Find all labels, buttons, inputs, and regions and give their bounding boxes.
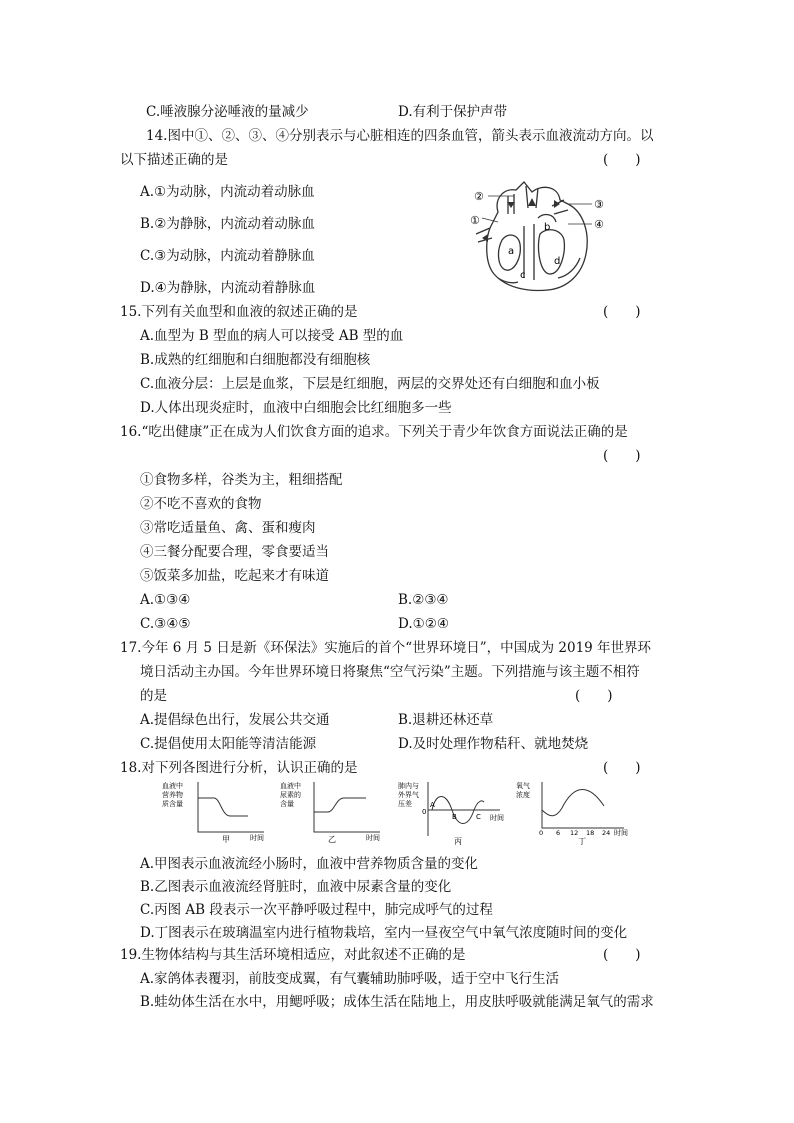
q17-answer-paren: ( )	[575, 688, 613, 704]
q18-option-b: B.乙图表示血液流经肾脏时，血液中尿素含量的变化	[140, 879, 452, 895]
q18-option-a: A.甲图表示血液流经小肠时，血液中营养物质含量的变化	[140, 856, 479, 872]
graph-yi-xlabel: 时间	[366, 834, 380, 842]
graph-yi-name: 乙	[328, 835, 336, 844]
graph-bing-point-a: A	[430, 801, 435, 809]
graph-bing-point-b: B	[452, 813, 457, 821]
q18-option-c: C.丙图 AB 段表示一次平静呼吸过程中，肺完成呼气的过程	[140, 902, 493, 918]
q17-option-b: B.退耕还林还草	[398, 712, 494, 728]
graph-jia-ylabel-1: 血液中	[162, 782, 183, 790]
graph-bing-xlabel: 时间	[490, 814, 504, 822]
q16-option-c: C.③④⑤	[140, 616, 191, 632]
graph-ding-ylabel-1: 氧气	[516, 782, 530, 790]
graph-bing-ylabel-2: 外界气	[398, 791, 419, 799]
heart-label-3: ③	[594, 198, 604, 211]
graph-jia-ylabel-3: 质含量	[162, 800, 183, 808]
graph-ding-tick-6: 6	[556, 829, 561, 837]
q17-stem-line1: 17.今年 6 月 5 日是新《环保法》实施后的首个“世界环境日”，中国成为 2019 年世界环	[120, 640, 652, 656]
q13-option-d: D.有利于保护声带	[398, 104, 508, 120]
q17-option-d: D.及时处理作物秸秆、就地焚烧	[398, 736, 589, 752]
q15-option-c: C.血液分层：上层是血浆，下层是红细胞，两层的交界处还有白细胞和血小板	[140, 376, 600, 392]
graph-jia-xlabel: 时间	[250, 834, 264, 842]
heart-label-c: c	[520, 270, 526, 281]
q18-answer-paren: ( )	[603, 760, 641, 776]
q19-option-b: B.蛙幼体生活在水中，用鳃呼吸；成体生活在陆地上，用皮肤呼吸就能满足氧气的需求	[140, 994, 654, 1010]
heart-label-a: a	[508, 246, 515, 257]
graph-ding-tick-18: 18	[586, 829, 595, 837]
q15-option-d: D.人体出现炎症时，血液中白细胞会比红细胞多一些	[140, 400, 452, 416]
graph-yi	[278, 778, 388, 844]
q14-stem-line2: 以下描述正确的是	[120, 152, 228, 168]
q16-answer-paren: ( )	[603, 448, 641, 464]
q16-stem: 16.“吃出健康”正在成为人们饮食方面的追求。下列关于青少年饮食方面说法正确的是	[120, 424, 628, 440]
graph-ding-xlabel: 时间	[614, 829, 628, 837]
graph-ding-tick-24: 24	[602, 829, 611, 837]
graph-jia-ylabel-2: 营养物	[162, 791, 183, 799]
graph-yi-ylabel-3: 含量	[280, 800, 294, 808]
graph-yi-ylabel-1: 血液中	[280, 782, 301, 790]
q16-option-d: D.①②④	[398, 616, 449, 632]
q15-option-a: A.血型为 B 型血的病人可以接受 AB 型的血	[140, 328, 404, 344]
graph-bing-ylabel-3: 压差	[398, 800, 412, 808]
q16-option-b: B.②③④	[398, 592, 449, 608]
graph-ding-tick-0: 0	[539, 829, 544, 837]
q14-answer-paren: ( )	[603, 152, 641, 168]
heart-label-d: d	[554, 256, 561, 267]
q15-option-b: B.成熟的红细胞和白细胞都没有细胞核	[140, 352, 371, 368]
q18-option-d: D.丁图表示在玻璃温室内进行植物栽培，室内一昼夜空气中氧气浓度随时间的变化	[140, 925, 628, 941]
q17-option-c: C.提倡使用太阳能等清洁能源	[140, 736, 317, 752]
q18-stem: 18.对下列各图进行分析，认识正确的是	[120, 760, 358, 776]
q17-stem-line3: 的是	[140, 688, 167, 704]
q16-statement-5: ⑤饭菜多加盐，吃起来才有味道	[140, 568, 329, 584]
q17-stem-line2: 境日活动主办国。今年世界环境日将聚焦“空气污染”主题。下列措施与该主题不相符	[140, 664, 640, 680]
q14-option-b: B.②为静脉，内流动着动脉血	[140, 216, 315, 232]
graph-ding	[514, 778, 634, 846]
q19-option-a: A.家鸽体表覆羽，前肢变成翼，有气囊辅助肺呼吸，适于空中飞行生活	[140, 971, 560, 987]
q17-option-a: A.提倡绿色出行，发展公共交通	[140, 712, 330, 728]
q14-option-d: D.④为静脉，内流动着静脉血	[140, 280, 316, 296]
heart-label-1: ①	[470, 214, 480, 227]
graph-jia-name: 甲	[222, 835, 230, 844]
q16-statement-1: ①食物多样，谷类为主，粗细搭配	[140, 472, 343, 488]
heart-label-4: ④	[594, 218, 604, 231]
q13-option-c: C.唾液腺分泌唾液的量减少	[146, 104, 309, 120]
heart-label-2: ②	[474, 190, 484, 203]
q19-answer-paren: ( )	[603, 947, 641, 963]
graph-ding-tick-12: 12	[570, 829, 579, 837]
graph-yi-ylabel-2: 尿素的	[280, 791, 301, 799]
graph-bing-ylabel-1: 肺内与	[398, 782, 419, 790]
q16-statement-2: ②不吃不喜欢的食物	[140, 496, 262, 512]
heart-diagram	[468, 178, 608, 296]
q15-stem: 15.下列有关血型和血液的叙述正确的是	[120, 304, 358, 320]
graph-bing	[396, 778, 508, 846]
q16-statement-3: ③常吃适量鱼、禽、蛋和瘦肉	[140, 520, 316, 536]
heart-label-b: b	[544, 222, 551, 233]
graph-jia	[160, 778, 270, 844]
q16-option-a: A.①③④	[140, 592, 191, 608]
graph-ding-ylabel-2: 浓度	[516, 791, 530, 799]
q15-answer-paren: ( )	[603, 304, 641, 320]
q19-stem: 19.生物体结构与其生活环境相适应，对此叙述不正确的是	[120, 947, 466, 963]
graph-bing-zero: 0	[422, 808, 427, 816]
q14-option-c: C.③为动脉，内流动着静脉血	[140, 248, 315, 264]
q14-option-a: A.①为动脉，内流动着动脉血	[140, 184, 315, 200]
graph-bing-name: 丙	[454, 837, 462, 846]
graph-ding-name: 丁	[578, 837, 586, 846]
q14-stem-line1: 14.图中①、②、③、④分别表示与心脏相连的四条血管，箭头表示血液流动方向。以	[146, 128, 654, 144]
graph-bing-point-c: C	[476, 813, 481, 821]
q16-statement-4: ④三餐分配要合理，零食要适当	[140, 544, 329, 560]
